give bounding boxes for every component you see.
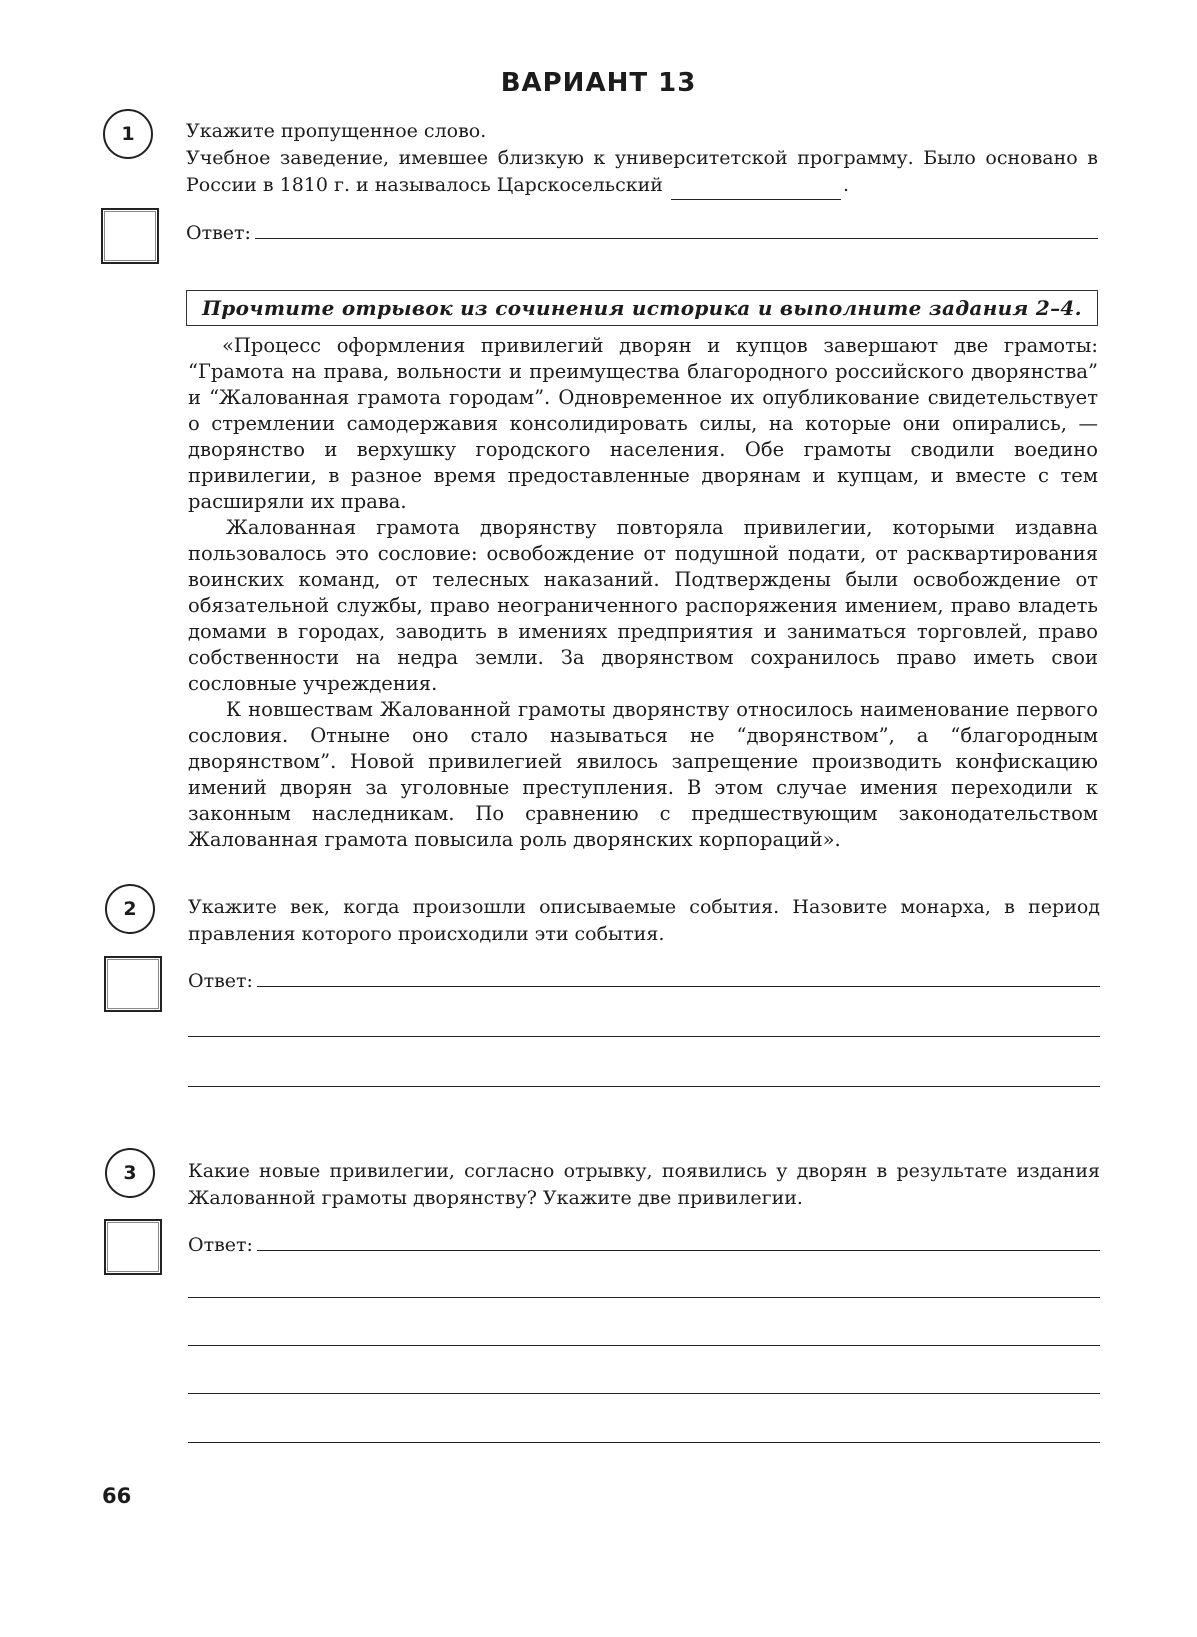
task-1-line-2	[186, 145, 1098, 200]
task-3-answer-line-2[interactable]	[188, 1297, 1100, 1298]
passage-paragraph-1: «Процесс оформления привилегий дворян и купцов завершают две грамоты: “Грамота на права, вольности и преимущества благородного российского дворянства” и “Жалованная грамота городам”. Одновременное их опубликование свидетельствует о стремлении самодержавия консолидировать силы, на которые они опирались, — дворянство и верхушку городского населения. Обе грамоты сводили воедино привилегии, в разное время предоставленные дворянам и купцам, и вместе с тем расширяли их права.	[188, 334, 1098, 513]
task-3-answer-label: Ответ:	[188, 1234, 253, 1256]
task-2-answer-line-2[interactable]	[188, 1036, 1100, 1037]
task-1-end: .	[842, 174, 849, 196]
task-1-text: Учебное заведение, имевшее близкую к университетской программу. Было основано в России в 1810 г. и называлось Царскосельский	[186, 147, 1098, 196]
task-1-line-1: Укажите пропущенное слово.	[186, 120, 487, 142]
task-3-answer-line-1[interactable]	[257, 1250, 1100, 1251]
task-3-answer-box[interactable]	[104, 1219, 162, 1275]
task-3-answer-line-3[interactable]	[188, 1345, 1100, 1346]
task-2-answer-line-3[interactable]	[188, 1086, 1100, 1087]
task-3-question: Какие новые привилегии, согласно отрывку, появились у дворян в результате издания Жалованной грамоты дворянству? Укажите две привилегии.	[188, 1160, 1100, 1209]
task-3-answer-line-4[interactable]	[188, 1393, 1100, 1394]
task-2-answer-label: Ответ:	[188, 970, 253, 992]
task-2-number: 2	[123, 898, 137, 920]
task-3-answer-line-5[interactable]	[188, 1442, 1100, 1443]
task-1-question	[186, 118, 1098, 200]
passage-instruction: Прочтите отрывок из сочинения историка и выполните задания 2–4.	[202, 296, 1082, 320]
task-3-number: 3	[123, 1162, 137, 1184]
task-1-blank	[671, 172, 841, 200]
task-1-number-badge	[103, 109, 153, 159]
task-1-answer-line[interactable]	[255, 238, 1098, 239]
passage-paragraph-3: К новшествам Жалованной грамоты дворянству относилось наименование первого сословия. Отныне оно стало называться не “дворянством”, а “благородным дворянством”. Новой привилегией явилось запрещение производить конфискацию имений дворян за уголовные преступления. В этом случае имения переходили к законным наследникам. По сравнению с предшествующим законодательством Жалованная грамота повысила роль дворянских корпораций».	[188, 698, 1098, 851]
task-2-question: Укажите век, когда произошли описываемые события. Назовите монарха, в период правления которого происходили эти события.	[188, 896, 1100, 945]
task-2-answer-row	[188, 970, 1100, 992]
task-1-number: 1	[121, 123, 135, 145]
variant-title: ВАРИАНТ 13	[500, 68, 697, 98]
passage-instruction-frame	[186, 290, 1098, 326]
task-2-answer-line-1[interactable]	[257, 986, 1100, 987]
passage	[188, 333, 1098, 853]
task-2-answer-box[interactable]	[104, 956, 162, 1012]
task-2-number-badge	[105, 884, 155, 934]
task-1-answer-label: Ответ:	[186, 222, 251, 244]
passage-paragraph-2: Жалованная грамота дворянству повторяла привилегии, которыми издавна пользовалось это сословие: освобождение от подушной подати, от расквартирования воинских команд, от телесных наказаний. Подтверждены были освобождение от обязательной службы, право неограниченного распоряжения имением, право владеть домами в городах, заводить в имениях предприятия и заниматься торговлей, право собственности на недра земли. За дворянством сохранилось право иметь свои сословные учреждения.	[188, 516, 1098, 695]
task-3-number-badge	[105, 1148, 155, 1198]
task-1-answer-row	[186, 222, 1098, 244]
page-number: 66	[102, 1484, 132, 1508]
task-1-answer-box[interactable]	[101, 208, 159, 264]
task-3-answer-row	[188, 1234, 1100, 1256]
